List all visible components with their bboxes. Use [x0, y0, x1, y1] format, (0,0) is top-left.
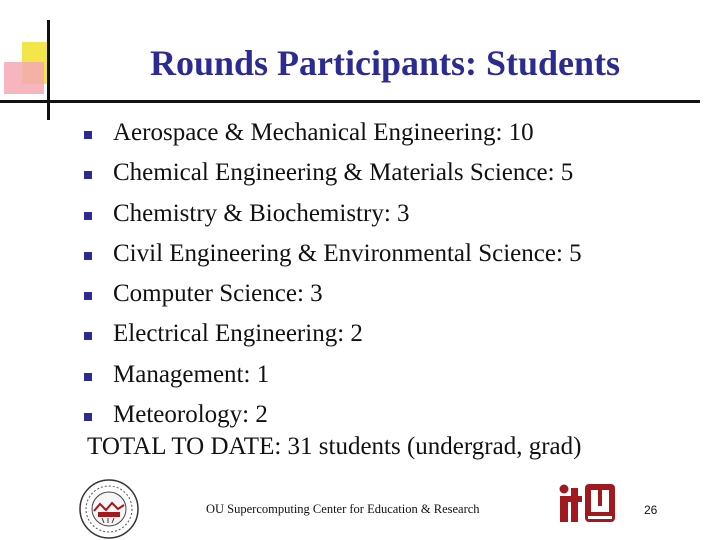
- it-ou-logo-icon: [558, 480, 618, 526]
- decoration-pink-square: [4, 62, 44, 94]
- decoration-vertical-line: [47, 20, 50, 120]
- list-item-text: Meteorology: 2: [113, 401, 268, 429]
- university-seal-icon: [78, 478, 140, 540]
- bullet-square-icon: [84, 292, 92, 300]
- list-item: [84, 314, 582, 354]
- decoration-horizontal-line: [0, 100, 700, 103]
- list-item: [84, 153, 582, 193]
- bullet-square-icon: [84, 212, 92, 220]
- list-item-text: Management: 1: [113, 360, 270, 388]
- footer-text: OU Supercomputing Center for Education & Research: [206, 502, 480, 516]
- bullet-square-icon: [84, 171, 92, 179]
- list-item: [84, 395, 582, 435]
- list-item-text: Chemical Engineering & Materials Science: 5: [113, 159, 574, 187]
- list-item: [84, 234, 582, 274]
- list-item: [84, 113, 582, 153]
- list-item: [84, 274, 582, 314]
- bullet-square-icon: [84, 332, 92, 340]
- total-line: TOTAL TO DATE: 31 students (undergrad, grad): [87, 433, 582, 460]
- bullet-square-icon: [84, 252, 92, 260]
- list-item-text: Electrical Engineering: 2: [113, 320, 363, 348]
- bullet-list: [84, 113, 582, 435]
- list-item-text: Civil Engineering & Environmental Science: 5: [113, 239, 582, 267]
- bullet-square-icon: [84, 131, 92, 139]
- slide-title: Rounds Participants: Students: [149, 43, 621, 83]
- bullet-square-icon: [84, 413, 92, 421]
- page-number: 26: [644, 503, 658, 517]
- list-item: [84, 355, 582, 395]
- bullet-square-icon: [84, 373, 92, 381]
- list-item-text: Aerospace & Mechanical Engineering: 10: [113, 119, 534, 146]
- list-item-text: Chemistry & Biochemistry: 3: [113, 199, 410, 227]
- list-item: [84, 194, 582, 234]
- list-item-text: Computer Science: 3: [113, 280, 323, 308]
